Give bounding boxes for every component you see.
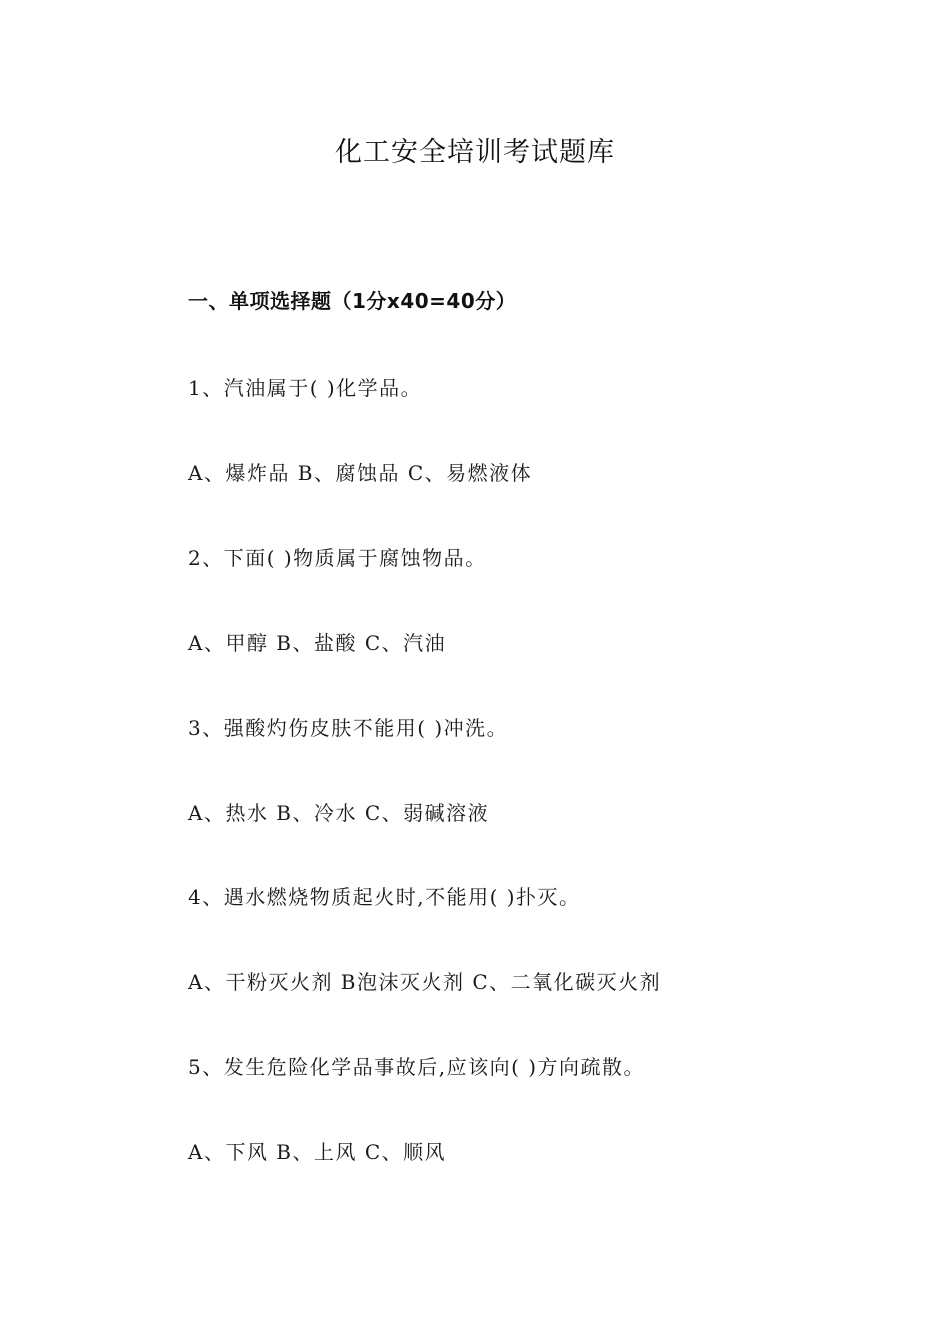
section-heading: 一、单项选择题（1分x40=40分） <box>188 289 517 313</box>
document-title: 化工安全培训考试题库 <box>335 137 615 168</box>
question-3-options: A、热水 B、冷水 C、弱碱溶液 <box>188 801 490 825</box>
question-2-text: 2、下面( )物质属于腐蚀物品。 <box>188 546 487 570</box>
question-1-text: 1、汽油属于( )化学品。 <box>188 376 423 400</box>
question-5-text: 5、发生危险化学品事故后,应该向( )方向疏散。 <box>188 1055 646 1079</box>
question-3-text: 3、强酸灼伤皮肤不能用( )冲洗。 <box>188 716 509 740</box>
question-1-options: A、爆炸品 B、腐蚀品 C、易燃液体 <box>188 461 533 485</box>
question-5-options: A、下风 B、上风 C、顺风 <box>188 1140 447 1164</box>
question-4-options: A、干粉灭火剂 B泡沫灭火剂 C、二氧化碳灭火剂 <box>188 970 662 994</box>
question-4-text: 4、遇水燃烧物质起火时,不能用( )扑灭。 <box>188 885 581 909</box>
question-2-options: A、甲醇 B、盐酸 C、汽油 <box>188 631 447 655</box>
